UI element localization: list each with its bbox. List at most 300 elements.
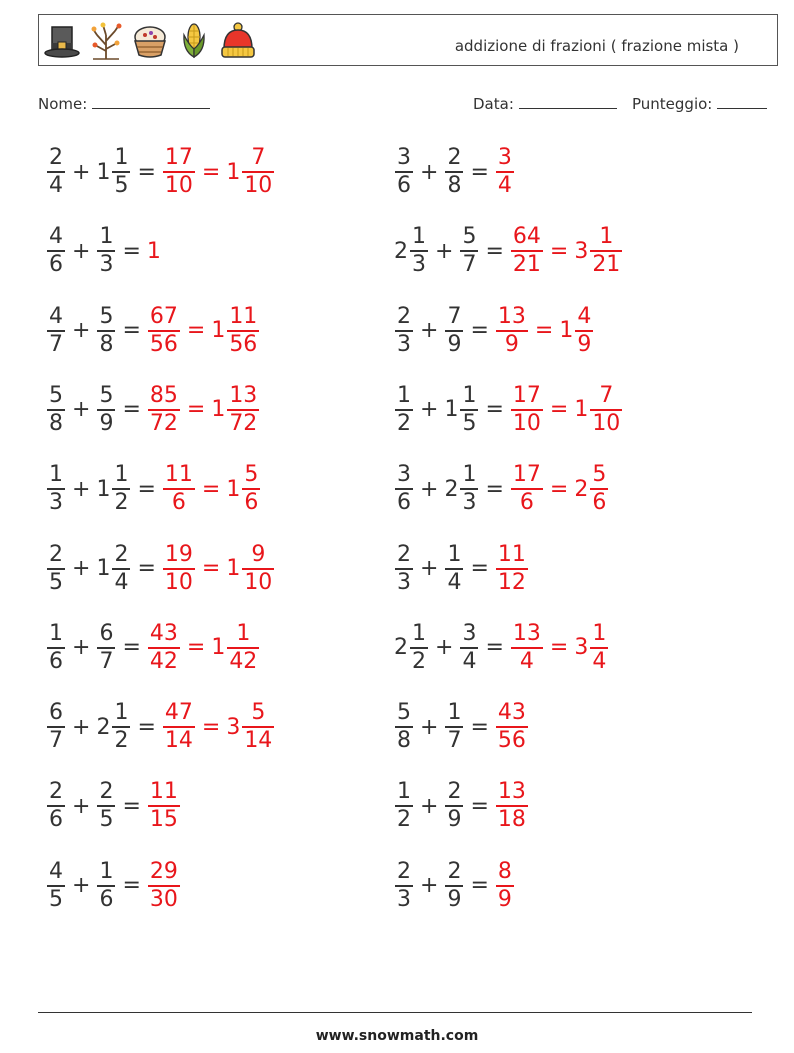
first-addend-fraction bbox=[47, 700, 65, 754]
numerator: 1 bbox=[397, 779, 411, 805]
answer-fraction bbox=[163, 542, 195, 596]
numerator: 3 bbox=[397, 145, 411, 170]
problem-expression bbox=[46, 774, 181, 838]
problem-item bbox=[46, 378, 260, 458]
numerator: 4 bbox=[49, 303, 63, 329]
equals-sign: = bbox=[137, 159, 156, 185]
denominator: 6 bbox=[592, 490, 607, 516]
denominator: 9 bbox=[447, 886, 462, 912]
numerator: 4 bbox=[49, 224, 63, 250]
second-addend bbox=[96, 145, 131, 199]
header-icons bbox=[43, 19, 257, 63]
mixed-fraction bbox=[575, 304, 593, 358]
answer-whole: 1 bbox=[146, 238, 161, 264]
answer-fraction bbox=[511, 383, 543, 437]
numerator: 3 bbox=[397, 462, 411, 488]
equals-sign: = bbox=[137, 476, 156, 502]
denominator: 6 bbox=[99, 886, 114, 912]
denominator: 6 bbox=[519, 490, 534, 516]
numerator: 11 bbox=[149, 779, 178, 805]
first-addend-fraction bbox=[47, 145, 65, 199]
problem-expression bbox=[46, 140, 275, 204]
mixed-whole: 1 bbox=[226, 476, 241, 502]
answer-fraction bbox=[511, 621, 543, 675]
numerator: 11 bbox=[229, 303, 258, 329]
numerator: 2 bbox=[397, 303, 411, 329]
problem-item bbox=[394, 457, 609, 537]
numerator: 5 bbox=[251, 700, 266, 726]
whole-number: 1 bbox=[96, 159, 111, 185]
equals-sign: = bbox=[201, 476, 221, 502]
numerator: 2 bbox=[447, 858, 462, 884]
denominator: 6 bbox=[244, 490, 259, 516]
first-addend bbox=[394, 542, 414, 596]
problem-expression bbox=[46, 299, 260, 363]
first-addend bbox=[46, 304, 66, 358]
equals-sign: = bbox=[485, 476, 504, 502]
equals-sign: = bbox=[186, 635, 206, 661]
denominator: 7 bbox=[49, 331, 63, 357]
second-addend-fraction bbox=[445, 304, 463, 358]
plus-sign: + bbox=[435, 238, 454, 264]
equals-sign: = bbox=[186, 397, 206, 423]
denominator: 10 bbox=[164, 569, 193, 595]
denominator: 9 bbox=[447, 331, 462, 357]
problem-expression bbox=[394, 854, 515, 918]
equals-sign: = bbox=[549, 476, 569, 502]
plus-sign: + bbox=[420, 556, 439, 581]
plus-sign: + bbox=[72, 635, 91, 661]
plus-sign: + bbox=[72, 793, 91, 819]
numerator: 1 bbox=[412, 224, 426, 250]
mixed-whole: 1 bbox=[226, 159, 241, 185]
numerator: 1 bbox=[99, 858, 114, 884]
second-addend-fraction bbox=[97, 859, 115, 913]
problem-item bbox=[46, 219, 161, 299]
plus-sign: + bbox=[435, 635, 454, 661]
numerator: 1 bbox=[462, 382, 477, 408]
numerator: 1 bbox=[236, 620, 251, 646]
numerator: 2 bbox=[49, 541, 63, 567]
numerator: 1 bbox=[114, 145, 129, 170]
equals-sign: = bbox=[549, 238, 569, 264]
numerator: 5 bbox=[244, 462, 259, 488]
answer-fraction bbox=[148, 621, 180, 675]
answer bbox=[510, 224, 623, 278]
answer bbox=[162, 462, 261, 516]
first-addend bbox=[394, 145, 414, 199]
mixed-whole: 1 bbox=[574, 397, 589, 423]
numerator: 1 bbox=[49, 462, 63, 488]
equals-sign: = bbox=[549, 635, 569, 661]
first-addend-fraction bbox=[395, 304, 413, 358]
denominator: 10 bbox=[592, 410, 621, 436]
denominator: 5 bbox=[49, 886, 63, 912]
plus-sign: + bbox=[72, 714, 91, 740]
equals-sign: = bbox=[122, 793, 141, 819]
answer bbox=[510, 621, 609, 675]
answer bbox=[162, 145, 275, 199]
denominator: 4 bbox=[462, 648, 477, 674]
denominator: 12 bbox=[497, 569, 526, 595]
denominator: 21 bbox=[512, 252, 541, 278]
numerator: 13 bbox=[497, 779, 526, 805]
equals-sign: = bbox=[534, 318, 554, 344]
second-addend-fraction bbox=[445, 542, 463, 596]
date-blank bbox=[519, 94, 617, 109]
plus-sign: + bbox=[72, 397, 91, 423]
equals-sign: = bbox=[137, 556, 156, 581]
first-addend-fraction bbox=[47, 224, 65, 278]
whole-number: 2 bbox=[444, 476, 459, 502]
denominator: 42 bbox=[229, 648, 258, 674]
problem-item bbox=[394, 616, 609, 696]
mixed-number bbox=[211, 304, 260, 358]
mixed-whole: 3 bbox=[226, 714, 241, 740]
equals-sign: = bbox=[122, 873, 141, 899]
numerator: 3 bbox=[497, 145, 512, 170]
numerator: 8 bbox=[497, 858, 512, 884]
denominator: 6 bbox=[397, 173, 411, 198]
first-addend-fraction bbox=[47, 304, 65, 358]
second-addend-fraction bbox=[112, 145, 130, 199]
second-addend bbox=[96, 383, 116, 437]
second-addend-fraction bbox=[112, 462, 130, 516]
numerator: 1 bbox=[462, 462, 477, 488]
answer-fraction bbox=[163, 700, 195, 754]
second-addend-fraction bbox=[97, 224, 115, 278]
denominator: 3 bbox=[412, 252, 426, 278]
first-addend-fraction bbox=[395, 383, 413, 437]
mixed-fraction bbox=[242, 542, 274, 596]
whole-number: 2 bbox=[394, 635, 408, 661]
problem-item bbox=[394, 537, 529, 617]
mixed-whole: 1 bbox=[226, 556, 241, 581]
denominator: 15 bbox=[149, 807, 178, 833]
second-addend bbox=[459, 224, 479, 278]
numerator: 5 bbox=[592, 462, 607, 488]
second-addend-fraction bbox=[460, 383, 478, 437]
denominator: 3 bbox=[462, 490, 477, 516]
mixed-fraction bbox=[242, 145, 274, 199]
answer bbox=[495, 542, 529, 596]
denominator: 9 bbox=[99, 410, 114, 436]
numerator: 43 bbox=[149, 620, 178, 646]
second-addend-fraction bbox=[460, 621, 478, 675]
numerator: 11 bbox=[497, 541, 526, 567]
answer bbox=[510, 383, 623, 437]
problem-expression bbox=[46, 616, 260, 680]
plus-sign: + bbox=[420, 397, 439, 423]
answer bbox=[162, 542, 275, 596]
first-addend-fraction bbox=[47, 462, 65, 516]
numerator: 3 bbox=[462, 620, 477, 646]
problem-item bbox=[46, 537, 275, 617]
answer bbox=[147, 779, 181, 833]
answer bbox=[147, 859, 181, 913]
answer-fraction bbox=[163, 462, 195, 516]
problem-item bbox=[394, 299, 594, 379]
whole-number: 2 bbox=[96, 714, 111, 740]
denominator: 7 bbox=[49, 728, 63, 754]
denominator: 10 bbox=[244, 173, 273, 198]
mixed-number bbox=[574, 224, 623, 278]
equals-sign: = bbox=[122, 318, 141, 344]
problem-item bbox=[46, 299, 260, 379]
whole-number: 1 bbox=[444, 397, 459, 423]
answer-fraction bbox=[496, 145, 514, 199]
name-label: Nome: bbox=[38, 95, 88, 113]
answer-fraction bbox=[163, 145, 195, 199]
equals-sign: = bbox=[201, 714, 221, 740]
second-addend bbox=[96, 462, 131, 516]
mixed-fraction bbox=[242, 700, 274, 754]
first-addend bbox=[394, 383, 414, 437]
problem-item bbox=[394, 854, 515, 934]
answer bbox=[147, 239, 161, 264]
mixed-number bbox=[559, 304, 594, 358]
denominator: 9 bbox=[504, 331, 519, 357]
numerator: 6 bbox=[49, 700, 63, 726]
denominator: 72 bbox=[229, 410, 258, 436]
answer bbox=[495, 779, 529, 833]
denominator: 3 bbox=[397, 569, 411, 595]
problem-item bbox=[46, 616, 260, 696]
denominator: 4 bbox=[519, 648, 534, 674]
denominator: 6 bbox=[49, 807, 63, 833]
answer bbox=[495, 859, 515, 913]
equals-sign: = bbox=[201, 159, 221, 185]
denominator: 21 bbox=[592, 252, 621, 278]
numerator: 1 bbox=[114, 700, 129, 726]
denominator: 30 bbox=[149, 886, 178, 912]
second-addend bbox=[444, 859, 464, 913]
problem-item bbox=[46, 854, 181, 934]
numerator: 1 bbox=[49, 620, 63, 646]
answer bbox=[510, 462, 609, 516]
equals-sign: = bbox=[485, 397, 504, 423]
numerator: 29 bbox=[149, 858, 178, 884]
score-label: Punteggio: bbox=[632, 95, 713, 113]
answer-fraction bbox=[148, 304, 180, 358]
numerator: 1 bbox=[599, 224, 614, 250]
denominator: 2 bbox=[114, 728, 129, 754]
denominator: 9 bbox=[577, 331, 592, 357]
second-addend bbox=[459, 621, 479, 675]
mixed-whole: 1 bbox=[211, 397, 226, 423]
equals-sign: = bbox=[549, 397, 569, 423]
answer-fraction bbox=[148, 859, 180, 913]
denominator: 14 bbox=[164, 728, 193, 754]
denominator: 3 bbox=[397, 331, 411, 357]
plus-sign: + bbox=[420, 793, 439, 819]
answer bbox=[147, 304, 260, 358]
denominator: 5 bbox=[49, 569, 63, 595]
second-addend bbox=[96, 700, 131, 754]
second-addend bbox=[444, 304, 464, 358]
equals-sign: = bbox=[201, 556, 221, 581]
denominator: 2 bbox=[114, 490, 129, 516]
problem-item bbox=[394, 140, 515, 220]
first-addend-fraction bbox=[395, 859, 413, 913]
second-addend-fraction bbox=[97, 621, 115, 675]
denominator: 72 bbox=[149, 410, 178, 436]
problem-expression bbox=[394, 537, 529, 601]
numerator: 47 bbox=[164, 700, 193, 726]
problem-expression bbox=[46, 378, 260, 442]
plus-sign: + bbox=[420, 873, 439, 899]
first-addend-fraction bbox=[47, 383, 65, 437]
name-blank bbox=[92, 94, 210, 109]
numerator: 5 bbox=[397, 700, 411, 726]
mixed-whole: 2 bbox=[574, 476, 589, 502]
second-addend-fraction bbox=[97, 779, 115, 833]
equals-sign: = bbox=[485, 635, 504, 661]
denominator: 8 bbox=[397, 728, 411, 754]
denominator: 4 bbox=[114, 569, 129, 595]
first-addend-fraction bbox=[395, 779, 413, 833]
numerator: 2 bbox=[447, 145, 462, 170]
problem-expression bbox=[394, 616, 609, 680]
denominator: 2 bbox=[397, 807, 411, 833]
denominator: 9 bbox=[497, 886, 512, 912]
answer bbox=[147, 383, 260, 437]
numerator: 17 bbox=[164, 145, 193, 170]
date-label: Data: bbox=[473, 95, 514, 113]
denominator: 7 bbox=[447, 728, 462, 754]
problem-item bbox=[394, 219, 623, 299]
first-addend-fraction bbox=[47, 859, 65, 913]
equals-sign: = bbox=[137, 714, 156, 740]
problem-item bbox=[394, 774, 529, 854]
answer bbox=[147, 621, 260, 675]
answer bbox=[495, 304, 594, 358]
plus-sign: + bbox=[72, 159, 91, 185]
answer-fraction bbox=[511, 224, 543, 278]
worksheet-header bbox=[38, 14, 778, 66]
numerator: 17 bbox=[512, 462, 541, 488]
answer-fraction bbox=[496, 700, 528, 754]
denominator: 7 bbox=[99, 648, 114, 674]
denominator: 5 bbox=[114, 173, 129, 198]
corn-icon bbox=[175, 21, 213, 61]
second-addend bbox=[444, 145, 464, 199]
plus-sign: + bbox=[72, 318, 91, 344]
mixed-number bbox=[226, 462, 261, 516]
pie-basket-icon bbox=[131, 21, 169, 61]
numerator: 5 bbox=[99, 303, 114, 329]
plus-sign: + bbox=[420, 318, 439, 344]
whole-number: 1 bbox=[96, 476, 111, 502]
problem-expression bbox=[46, 695, 275, 759]
mixed-fraction bbox=[242, 462, 260, 516]
whole-number: 2 bbox=[394, 238, 408, 264]
numerator: 19 bbox=[164, 541, 193, 567]
mixed-fraction bbox=[590, 383, 622, 437]
problem-item bbox=[46, 774, 181, 854]
numerator: 1 bbox=[99, 224, 114, 250]
problem-expression bbox=[46, 854, 181, 918]
mixed-fraction bbox=[590, 462, 608, 516]
answer-fraction bbox=[511, 462, 543, 516]
problem-expression bbox=[394, 457, 609, 521]
denominator: 5 bbox=[99, 807, 114, 833]
denominator: 8 bbox=[447, 173, 462, 198]
mixed-whole: 1 bbox=[559, 318, 574, 344]
plus-sign: + bbox=[72, 873, 91, 899]
first-addend bbox=[46, 700, 66, 754]
numerator: 2 bbox=[447, 779, 462, 805]
first-addend-fraction bbox=[47, 779, 65, 833]
second-addend-fraction bbox=[460, 224, 478, 278]
denominator: 4 bbox=[497, 173, 512, 198]
numerator: 9 bbox=[251, 541, 266, 567]
plus-sign: + bbox=[72, 238, 91, 264]
denominator: 56 bbox=[497, 728, 526, 754]
mixed-number bbox=[226, 542, 275, 596]
problem-expression bbox=[394, 140, 515, 204]
first-addend bbox=[394, 304, 414, 358]
second-addend bbox=[444, 383, 479, 437]
numerator: 7 bbox=[599, 382, 614, 408]
second-addend-fraction bbox=[112, 700, 130, 754]
denominator: 6 bbox=[171, 490, 186, 516]
second-addend bbox=[444, 700, 464, 754]
date-field bbox=[473, 94, 617, 113]
first-addend bbox=[394, 621, 429, 675]
second-addend bbox=[96, 621, 116, 675]
plus-sign: + bbox=[420, 159, 439, 185]
mixed-fraction bbox=[227, 383, 259, 437]
numerator: 13 bbox=[497, 303, 526, 329]
denominator: 10 bbox=[244, 569, 273, 595]
numerator: 43 bbox=[497, 700, 526, 726]
mixed-number bbox=[226, 700, 275, 754]
answer bbox=[495, 145, 515, 199]
denominator: 8 bbox=[99, 331, 114, 357]
denominator: 10 bbox=[512, 410, 541, 436]
second-addend bbox=[444, 542, 464, 596]
second-addend-fraction bbox=[112, 542, 130, 596]
denominator: 14 bbox=[244, 728, 273, 754]
answer-fraction bbox=[496, 779, 528, 833]
equals-sign: = bbox=[122, 238, 141, 264]
denominator: 2 bbox=[397, 410, 411, 436]
mixed-whole: 3 bbox=[574, 238, 589, 264]
first-addend-fraction bbox=[395, 462, 413, 516]
answer-fraction bbox=[148, 383, 180, 437]
whole-number: 1 bbox=[96, 556, 111, 581]
numerator: 1 bbox=[447, 541, 462, 567]
numerator: 4 bbox=[49, 858, 63, 884]
numerator: 2 bbox=[397, 541, 411, 567]
numerator: 1 bbox=[114, 462, 129, 488]
footer-url: www.snowmath.com bbox=[315, 1028, 479, 1044]
equals-sign: = bbox=[122, 635, 141, 661]
first-addend bbox=[46, 224, 66, 278]
autumn-tree-icon bbox=[87, 21, 125, 61]
denominator: 18 bbox=[497, 807, 526, 833]
second-addend-fraction bbox=[445, 859, 463, 913]
first-addend-fraction bbox=[395, 700, 413, 754]
first-addend bbox=[46, 383, 66, 437]
first-addend bbox=[46, 145, 66, 199]
numerator: 7 bbox=[251, 145, 266, 170]
numerator: 1 bbox=[397, 382, 411, 408]
plus-sign: + bbox=[420, 714, 439, 740]
first-addend bbox=[46, 859, 66, 913]
numerator: 67 bbox=[149, 303, 178, 329]
